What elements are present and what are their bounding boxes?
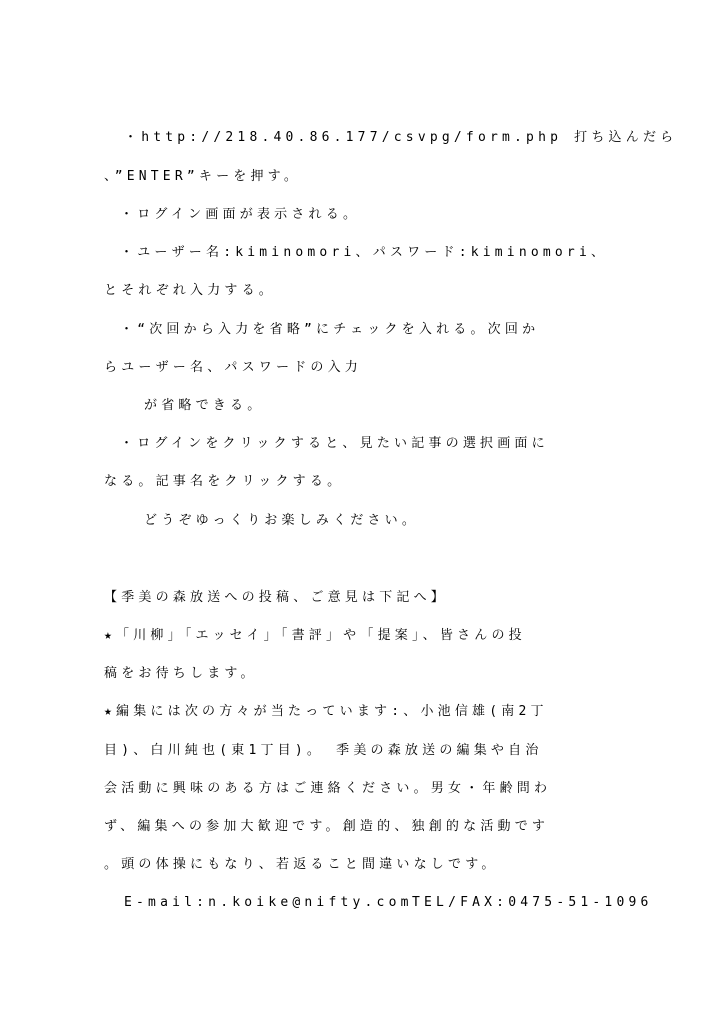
- instruction-url-line: ・http://218.40.86.177/csvpg/form.php 打ち込んだら: [124, 130, 678, 145]
- submission-line-7: 。頭の体操にもなり、若返ること間違いなしです。: [104, 857, 499, 872]
- submission-line-6: ず、編集への参加大歓迎です。創造的、独創的な活動です: [104, 819, 550, 834]
- instruction-remember-omit: が省略できる。: [144, 398, 265, 413]
- submission-line-3: ★編集には次の方々が当たっています:、小池信雄(南2丁: [104, 704, 548, 719]
- submission-line-1: ★「川柳」「エッセイ」「書評」や「提案」、皆さんの投: [104, 628, 526, 643]
- instruction-remember-check: ・“次回から入力を省略”にチェックを入れる。次回か: [120, 322, 540, 337]
- contact-email: E-mail:n.koike@nifty.com: [124, 895, 413, 910]
- submission-line-2: 稿をお待ちします。: [104, 666, 258, 681]
- submission-line-4: 目)、白川純也(東1丁目)。 季美の森放送の編集や自治: [104, 743, 543, 758]
- submission-line-5: 会活動に興味のある方はご連絡ください。男女・年齢問わ: [104, 781, 552, 796]
- instruction-click-login: ・ログインをクリックすると、見たい記事の選択画面に: [120, 436, 549, 451]
- submission-heading: 【季美の森放送への投稿、ご意見は下記へ】: [104, 590, 449, 605]
- instruction-click-article: なる。記事名をクリックする。: [104, 474, 345, 489]
- instruction-credentials: ・ユーザー名:kiminomori、パスワード:kiminomori、: [120, 245, 609, 260]
- instruction-remember-continued: らユーザー名、パスワードの入力: [104, 360, 363, 375]
- instruction-input-each: とそれぞれ入力する。: [104, 283, 277, 298]
- instruction-enter-line: 、”ENTER”キーを押す。: [104, 169, 302, 184]
- instruction-login-screen: ・ログイン画面が表示される。: [120, 207, 361, 222]
- contact-tel-fax: TEL/FAX:0475-51-1096: [412, 895, 653, 910]
- instruction-enjoy: どうぞゆっくりお楽しみください。: [144, 513, 420, 528]
